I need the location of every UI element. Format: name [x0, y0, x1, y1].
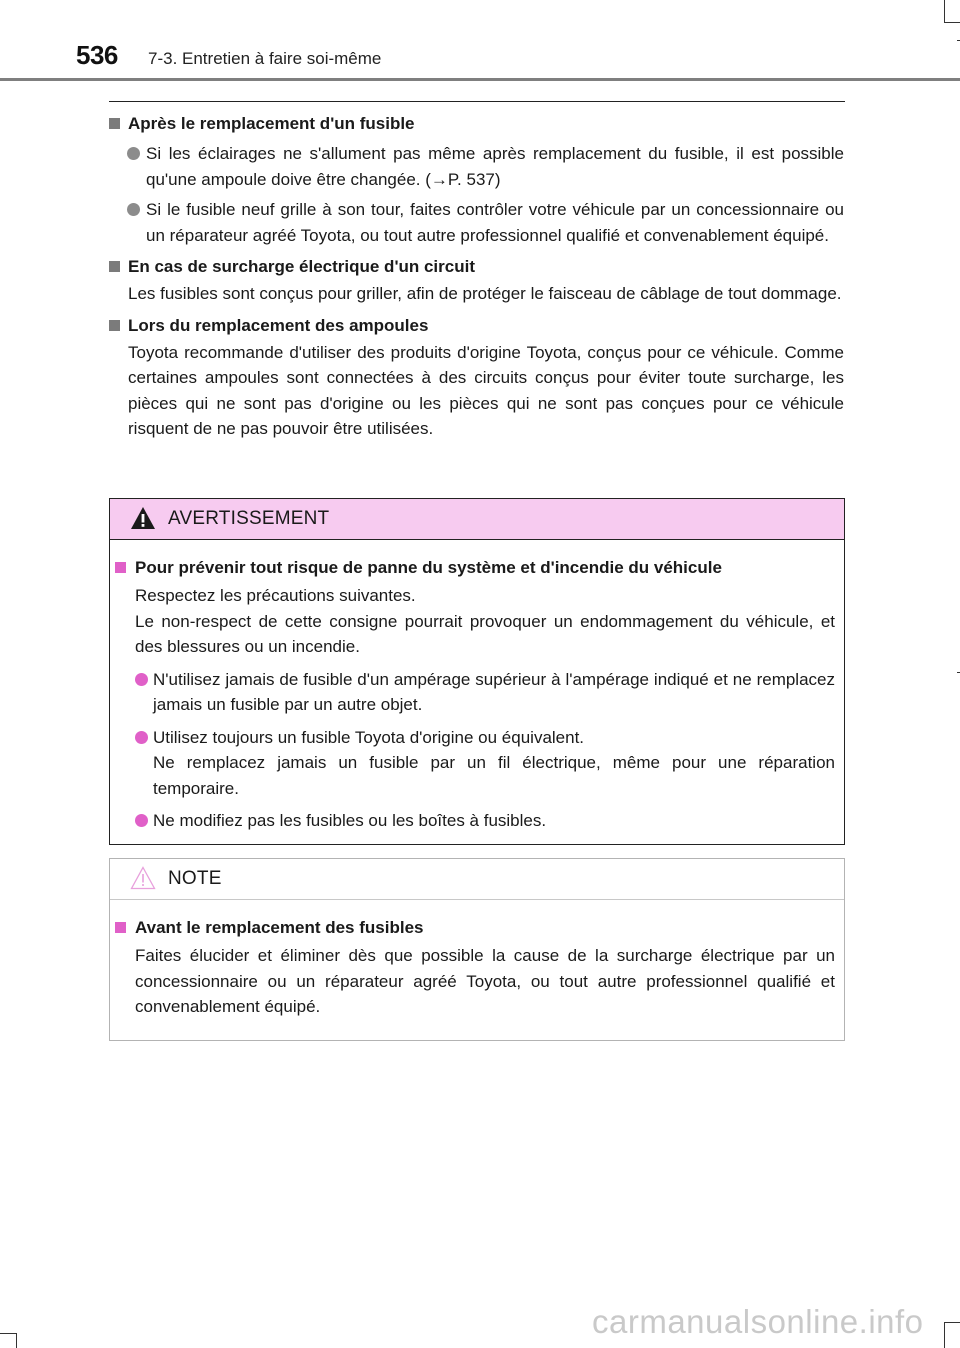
note-title	[115, 916, 835, 940]
warning-title-text: Pour prévenir tout risque de panne du système et d'incendie du véhicule	[135, 558, 722, 577]
note-text: Faites élucider et éliminer dès que possible la cause de la surcharge électrique par un concessionnaire ou un réparateur agréé Toyota, ou tout autre professionnel qualifié et convenablement équipé.	[135, 946, 835, 1016]
list-item	[109, 197, 844, 248]
section-title	[109, 314, 844, 338]
header-rule	[0, 78, 960, 81]
round-bullet-icon	[135, 731, 148, 744]
crop-mark	[944, 22, 960, 23]
list-item	[115, 667, 835, 718]
list-item-text: N'utilisez jamais de fusible d'un ampérage supérieur à l'ampérage indiqué et ne remplacez jamais un fusible par un autre objet.	[153, 669, 835, 714]
warning-intro-line: Respectez les précautions suivantes.	[135, 586, 416, 605]
warning-title	[115, 556, 835, 580]
warning-triangle-icon	[130, 506, 156, 530]
watermark: carmanualsonline.info	[592, 1303, 924, 1340]
page-number: 536	[76, 40, 118, 70]
square-bullet-icon	[115, 922, 126, 933]
warning-header	[110, 499, 844, 540]
warning-body	[110, 540, 844, 834]
list-item-text: Utilisez toujours un fusible Toyota d'origine ou équivalent.	[153, 727, 585, 747]
square-bullet-icon	[115, 562, 126, 573]
warning-intro	[115, 583, 835, 660]
list-item-text: Si les éclairages ne s'allument pas même après remplacement du fusible, il est possible qu'une ampoule doive être changée. (→P. 537)	[146, 144, 844, 189]
crop-mark	[944, 0, 945, 22]
section-title	[109, 112, 844, 136]
square-bullet-icon	[109, 118, 120, 129]
content-rule	[109, 101, 845, 102]
round-bullet-icon	[135, 814, 148, 827]
warning-intro-line: Le non-respect de cette consigne pourrait provoquer un endommagement du véhicule, et des blessures ou un incendie.	[135, 611, 835, 656]
list-item	[115, 725, 835, 802]
list-item-text: Ne remplacez jamais un fusible par un fil électrique, même pour une réparation temporaire.	[153, 753, 835, 798]
list-item	[109, 141, 844, 192]
section-title-text: Lors du remplacement des ampoules	[128, 315, 429, 335]
crop-mark	[16, 1333, 17, 1348]
round-bullet-icon	[127, 147, 140, 160]
warning-box	[109, 498, 845, 845]
main-content	[109, 112, 844, 442]
note-title-text: Avant le remplacement des fusibles	[135, 918, 424, 937]
list-item-text: Si le fusible neuf grille à son tour, faites contrôler votre véhicule par un concessionnaire ou un réparateur agréé Toyota, ou tout autre professionnel qualifié et convenablement équipé.	[146, 200, 844, 245]
chapter-title: 7-3. Entretien à faire soi-même	[148, 49, 382, 68]
caution-triangle-icon	[130, 866, 156, 890]
round-bullet-icon	[135, 673, 148, 686]
section-title-text: Après le remplacement d'un fusible	[128, 114, 415, 133]
paragraph: Les fusibles sont conçus pour griller, afin de protéger le faisceau de câblage de tout dommage.	[128, 284, 842, 303]
note-box	[109, 858, 845, 1041]
list-item-text: Ne modifiez pas les fusibles ou les boîtes à fusibles.	[153, 811, 547, 830]
square-bullet-icon	[109, 320, 120, 331]
warning-label: AVERTISSEMENT	[168, 508, 330, 529]
paragraph: Toyota recommande d'utiliser des produits d'origine Toyota, conçus pour ce véhicule. Comme certaines ampoules sont connectées à des circuits conçus pour éviter toute surcharge, les pièces qui ne sont pas d'origine ou les pièces qui ne sont pas conçues pour ce véhicule risquent de ne pas pouvoir être utilisées.	[128, 342, 844, 438]
round-bullet-icon	[127, 203, 140, 216]
square-bullet-icon	[109, 261, 120, 272]
list-item	[115, 808, 835, 834]
note-label: NOTE	[168, 868, 222, 889]
crop-mark	[944, 1322, 960, 1323]
note-body	[110, 900, 844, 1020]
section-title-text: En cas de surcharge électrique d'un circuit	[128, 257, 475, 276]
crop-mark	[944, 1322, 945, 1348]
note-header	[110, 859, 844, 900]
crop-mark	[0, 1333, 16, 1334]
section-title	[109, 255, 844, 279]
